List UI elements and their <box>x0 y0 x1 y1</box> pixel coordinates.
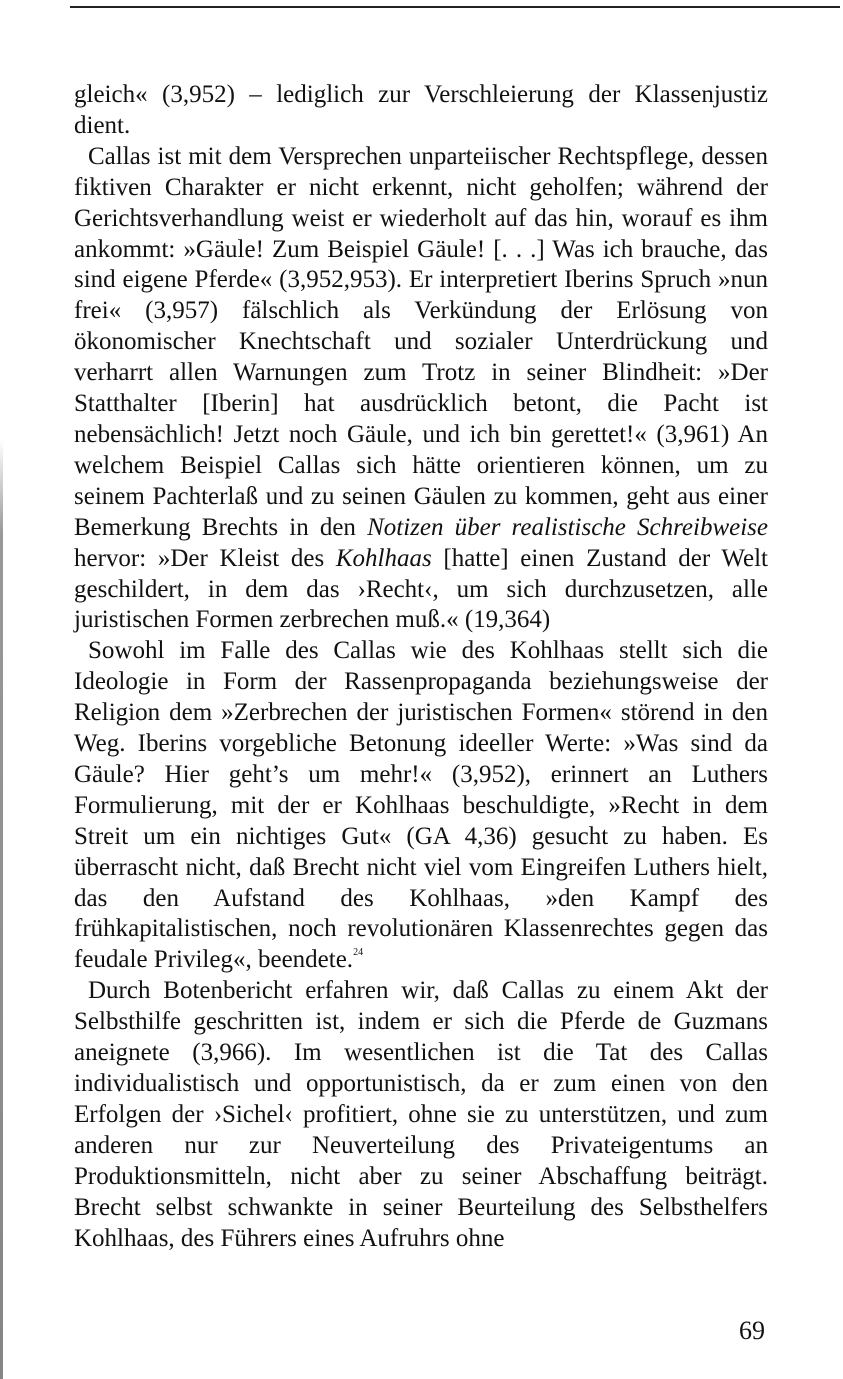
text-run: Callas ist mit dem Versprechen unparteiischer Rechtspflege, dessen fiktiven Charakter er nicht erkennt, nicht geholfen; während der Gerichtsverhandlung weist er wiederholt auf das hin, worauf es ihm ankommt: »Gäule! Zum Beispiel Gäule! [. . .] Was ich brauche, das sind eigene Pferde« (3,952,953). Er interpretiert Iberins Spruch »nun frei« (3,957) fälschlich als Verkündung der Erlösung von ökonomischer Knechtschaft und sozialer Unterdrückung und verharrt allen Warnungen zum Trotz in seiner Blindheit: »Der Statthalter [Iberin] hat ausdrücklich betont, die Pacht ist nebensächlich! Jetzt noch Gäule, und ich bin gerettet!« (3,961) An welchem Beispiel Callas sich hätte orientieren können, um zu seinem Pachterlaß und zu seinen Gäulen zu kommen, geht aus einer Bemerkung Brechts in den <box>74 142 768 541</box>
top-rule <box>70 6 840 8</box>
text-run: Sowohl im Falle des Callas wie des Kohlhaas stellt sich die Ideologie in Form der Rassenpropaganda beziehungsweise der Religion dem »Zerbrechen der juristischen Formen« störend in den Weg. Iberins vorgebliche Betonung ideeller Werte: »Was sind da Gäule? Hier geht’s um mehr!« (3,952), erinnert an Luthers Formulierung, mit der er Kohlhaas beschuldigte, »Recht in dem Streit um ein nichtiges Gut« (GA 4,36) gesucht zu haben. Es überrascht nicht, daß Brecht nicht viel vom Eingreifen Luthers hielt, das den Aufstand des Kohlhaas, »den Kampf des frühkapitalistischen, noch revolutionären Klassenrechtes gegen das feudale Privileg«, beendete. <box>74 637 768 974</box>
italic-title: Notizen über realistische Schreibweise <box>367 513 768 541</box>
page-number: 69 <box>739 1316 765 1345</box>
italic-title: Kohlhaas <box>335 544 432 572</box>
paragraph <box>74 636 768 976</box>
paragraph <box>74 142 768 637</box>
text-run: [hatte] einen Zustand der Welt geschildert, in dem das ›Recht‹, um sich durchzusetzen, alle juristischen Formen zerbrechen muß.« (19,364) <box>74 544 768 634</box>
page-edge-shadow <box>0 440 3 1379</box>
paragraph <box>74 976 768 1254</box>
body-text <box>74 80 768 1254</box>
footnote-ref: 24 <box>353 947 364 959</box>
paragraph <box>74 80 768 142</box>
text-run: Durch Botenbericht erfahren wir, daß Callas zu einem Akt der Selbsthilfe geschritten ist, indem er sich die Pferde de Guzmans aneignete (3,966). Im wesentlichen ist die Tat des Callas individualistisch und opportunistisch, da er zum einen von den Erfolgen der ›Sichel‹ profitiert, ohne sie zu unterstützen, und zum anderen nur zur Neuverteilung des Privateigentums an Produktionsmitteln, nicht aber zu seiner Abschaffung beiträgt. Brecht selbst schwankte in seiner Beurteilung des Selbsthelfers Kohlhaas, des Führers eines Aufruhrs ohne <box>74 977 768 1252</box>
text-run: hervor: »Der Kleist des <box>74 544 336 572</box>
text-run: gleich« (3,952) – lediglich zur Verschleierung der Klassenjustiz dient. <box>74 81 768 139</box>
